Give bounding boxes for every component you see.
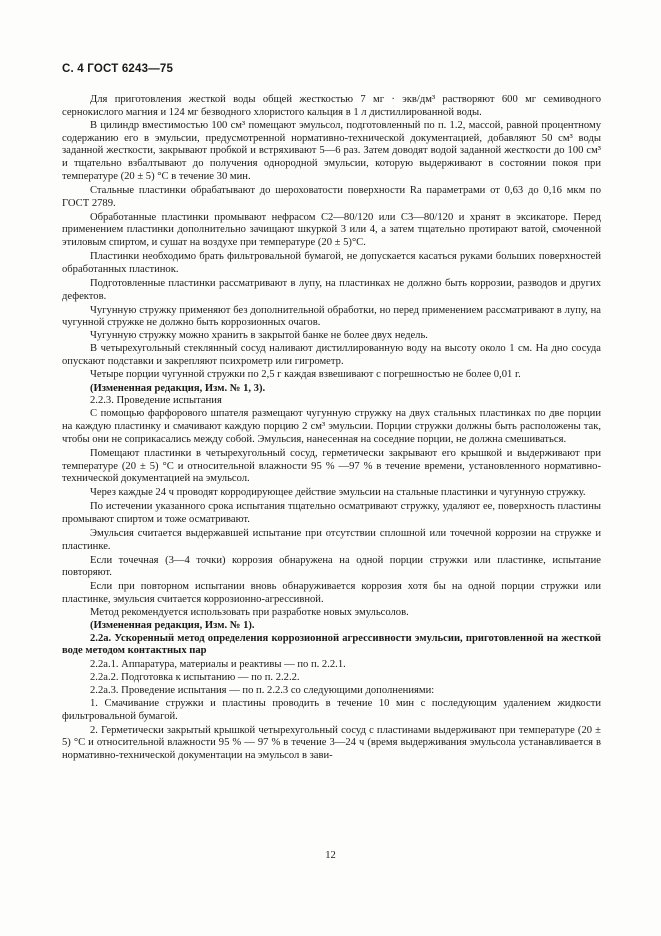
body-text [62,94,601,763]
paragraph: Если точечная (3—4 точки) коррозия обнаружена на одной порции стружки или пластинке, испытание повторяют. [62,554,601,579]
paragraph: 2.2а.1. Аппаратура, материалы и реактивы — по п. 2.2.1. [90,659,346,671]
paragraph: Через каждые 24 ч проводят корродирующее действие эмульсии на стальные пластинки и чугунную стружку. [90,487,586,499]
paragraph: В цилиндр вместимостью 100 см³ помещают эмульсол, подготовленный по п. 1.2, массой, равной процентному содержанию его в эмульсии, предусмотренной нормативно-технической документацией, добавляют 50 см³ воды заданной жесткости, закрывают пробкой и встряхивают 5—6 раз. Затем доводят водой заданной жесткости до 100 см³ и тщательно взбалтывают до получения однородной эмульсии, которую выдерживают в состоянии покоя при температуре (20 ± 5) °С в течение 30 мин. [62,119,601,183]
paragraph: Чугунную стружку применяют без дополнительной обработки, но перед применением рассматривают в лупу, на чугунной стружке не должно быть коррозионных очагов. [62,304,601,329]
paragraph: 2.2а.2. Подготовка к испытанию — по п. 2.2.2. [90,672,300,684]
paragraph: 1. Смачивание стружки и пластины проводить в течение 10 мин с последующим удалением жидкости фильтровальной бумагой. [62,697,601,722]
paragraph: Стальные пластинки обрабатывают до шероховатости поверхности Ra параметрами от 0,63 до 0,16 мкм по ГОСТ 2789. [62,184,601,209]
amendment-note: (Измененная редакция, Изм. № 1). [90,619,255,631]
section-heading: 2.2а. Ускоренный метод определения коррозионной агрессивности эмульсии, приготовленной на жесткой воде методом контактных пар [62,632,601,657]
paragraph: Для приготовления жесткой воды общей жесткостью 7 мг · экв/дм³ растворяют 600 мг семиводного сернокислого магния и 124 мг безводного хлористого кальция в 1 л дистиллированной воды. [62,94,601,118]
paragraph: Чугунную стружку можно хранить в закрытой банке не более двух недель. [90,330,428,342]
paragraph: Четыре порции чугунной стружки по 2,5 г каждая взвешивают с погрешностью не более 0,01 г. [90,368,521,380]
paragraph: По истечении указанного срока испытания тщательно осматривают стружку, удаляют ее, поверхность пластины промывают спиртом и тоже осматривают. [62,501,601,525]
amendment-note: (Измененная редакция, Изм. № 1, 3). [90,382,266,394]
paragraph: 2. Герметически закрытый крышкой четырехугольный сосуд с пластинами выдерживают при температуре (20 ± 5) °С и относительной влажности 95 % — 97 % в течение 3—24 ч (время выдерживания эмульсола устанавливается в нормативно-технической документации на эмульсол в зави- [62,724,601,762]
paragraph: Пластинки необходимо брать фильтровальной бумагой, не допускается касаться руками больших поверхностей обработанных пластинок. [62,251,601,275]
paragraph: В четырехугольный стеклянный сосуд наливают дистиллированную воду на высоту около 1 см. На дно сосуда опускают подставки и закрепляют психрометр или гигрометр. [62,343,601,367]
paragraph: С помощью фарфорового шпателя размещают чугунную стружку на двух стальных пластинках по две порции на каждую пластинку и смачивают каждую порцию 2 см³ эмульсии. Порции стружки должны быть расположены так, чтобы они не соприкасались между собой. Эмульсия, нанесенная на соседние порции, не должна смешиваться. [62,408,601,445]
paragraph: Помещают пластинки в четырехугольный сосуд, герметически закрывают его крышкой и выдерживают при температуре (20 ± 5) °С и относительной влажности 95 % —97 % в течение времени, установленного нормативно-технической документацией на эмульсол. [62,447,601,485]
paragraph: Метод рекомендуется использовать при разработке новых эмульсолов. [90,606,409,618]
page-header: С. 4 ГОСТ 6243—75 [62,63,174,75]
paragraph: Если при повторном испытании вновь обнаруживается коррозия хотя бы на одной порции стружки или пластинке, эмульсия считается коррозионно-агрессивной. [62,581,601,606]
section-heading: 2.2.3. Проведение испытания [90,395,222,407]
paragraph: Обработанные пластинки промывают нефрасом С2—80/120 или С3—80/120 и хранят в эксикаторе. Перед применением пластинки дополнительно зачищают шкуркой 3 или 4, а затем тщательно протирают ватой, смоченной этиловым спиртом, и сушат на воздухе при температуре (20 ± 5)°С. [62,211,601,249]
paragraph: Эмульсия считается выдержавшей испытание при отсутствии сплошной или точечной коррозии на стружке и пластинке. [62,527,601,552]
page-number: 12 [325,850,336,861]
paragraph: 2.2а.3. Проведение испытания — по п. 2.2.3 со следующими дополнениями: [90,684,435,696]
paragraph: Подготовленные пластинки рассматривают в лупу, на пластинках не должно быть коррозии, разводов и других дефектов. [62,277,601,302]
